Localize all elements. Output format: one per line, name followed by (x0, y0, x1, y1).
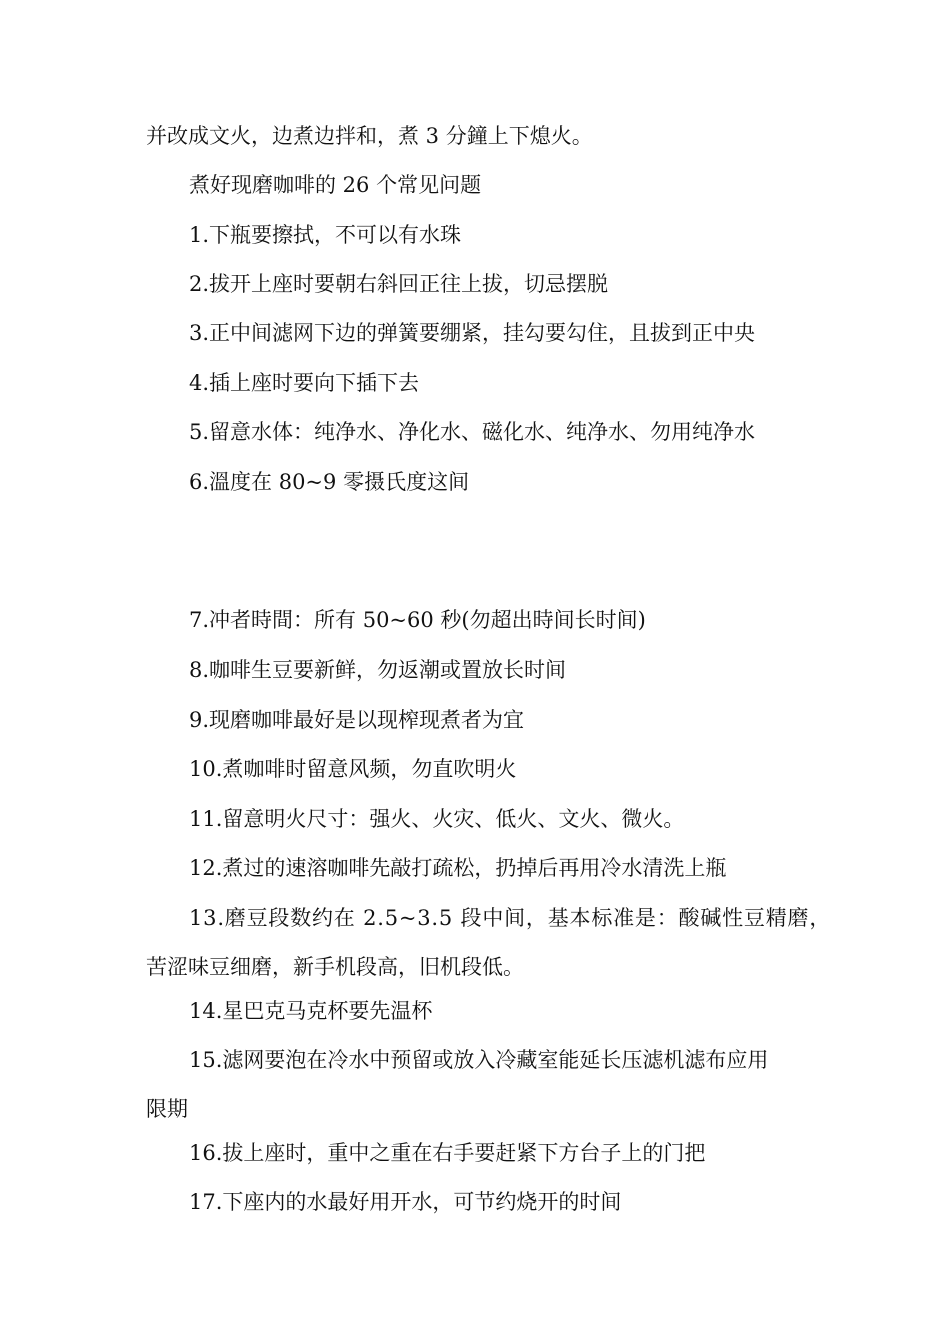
list-item-continuation: 限期 (146, 1097, 188, 1121)
list-item: 6.溫度在 80~9 零摄氏度这间 (189, 470, 470, 494)
list-item: 8.咖啡生豆要新鲜，勿返潮或置放长时间 (189, 658, 567, 682)
paragraph-line: 并改成文火，边煮边拌和，煮 3 分鐘上下熄火。 (146, 124, 593, 148)
list-item: 4.插上座时要向下插下去 (189, 371, 420, 395)
list-item: 16.拔上座时，重中之重在右手要赶紧下方台子上的门把 (189, 1141, 706, 1165)
list-item: 12.煮过的速溶咖啡先敲打疏松，扔掉后再用冷水清洗上瓶 (189, 856, 727, 880)
list-item: 11.留意明火尺寸：强火、火灾、低火、文火、微火。 (189, 807, 685, 831)
list-item: 14.星巴克马克杯要先温杯 (189, 999, 433, 1023)
list-item: 1.下瓶要擦拭，不可以有水珠 (189, 223, 462, 247)
list-item: 3.正中间滤网下边的弹簧要绷紧，挂勾要勾住，且拔到正中央 (189, 321, 756, 345)
section-heading: 煮好现磨咖啡的 26 个常见问题 (189, 173, 482, 197)
list-item: 5.留意水体：纯净水、净化水、磁化水、纯净水、勿用纯净水 (189, 420, 756, 444)
list-item: 10.煮咖啡时留意风频，勿直吹明火 (189, 757, 517, 781)
list-item: 17.下座内的水最好用开水，可节约烧开的时间 (189, 1190, 622, 1214)
list-item-continuation: 苦涩味豆细磨，新手机段高，旧机段低。 (146, 955, 524, 979)
list-item: 9.现磨咖啡最好是以现榨现煮者为宜 (189, 708, 525, 732)
list-item: 15.滤网要泡在冷水中预留或放入冷藏室能延长压滤机滤布应用 (189, 1048, 769, 1072)
list-item: 2.拔开上座时要朝右斜回正往上拔，切忌摆脱 (189, 272, 609, 296)
list-item: 13.磨豆段数约在 2.5~3.5 段中间，基本标准是：酸碱性豆精磨， (189, 906, 832, 930)
list-item: 7.冲者時間：所有 50~60 秒(勿超出時间长时间) (189, 608, 646, 632)
